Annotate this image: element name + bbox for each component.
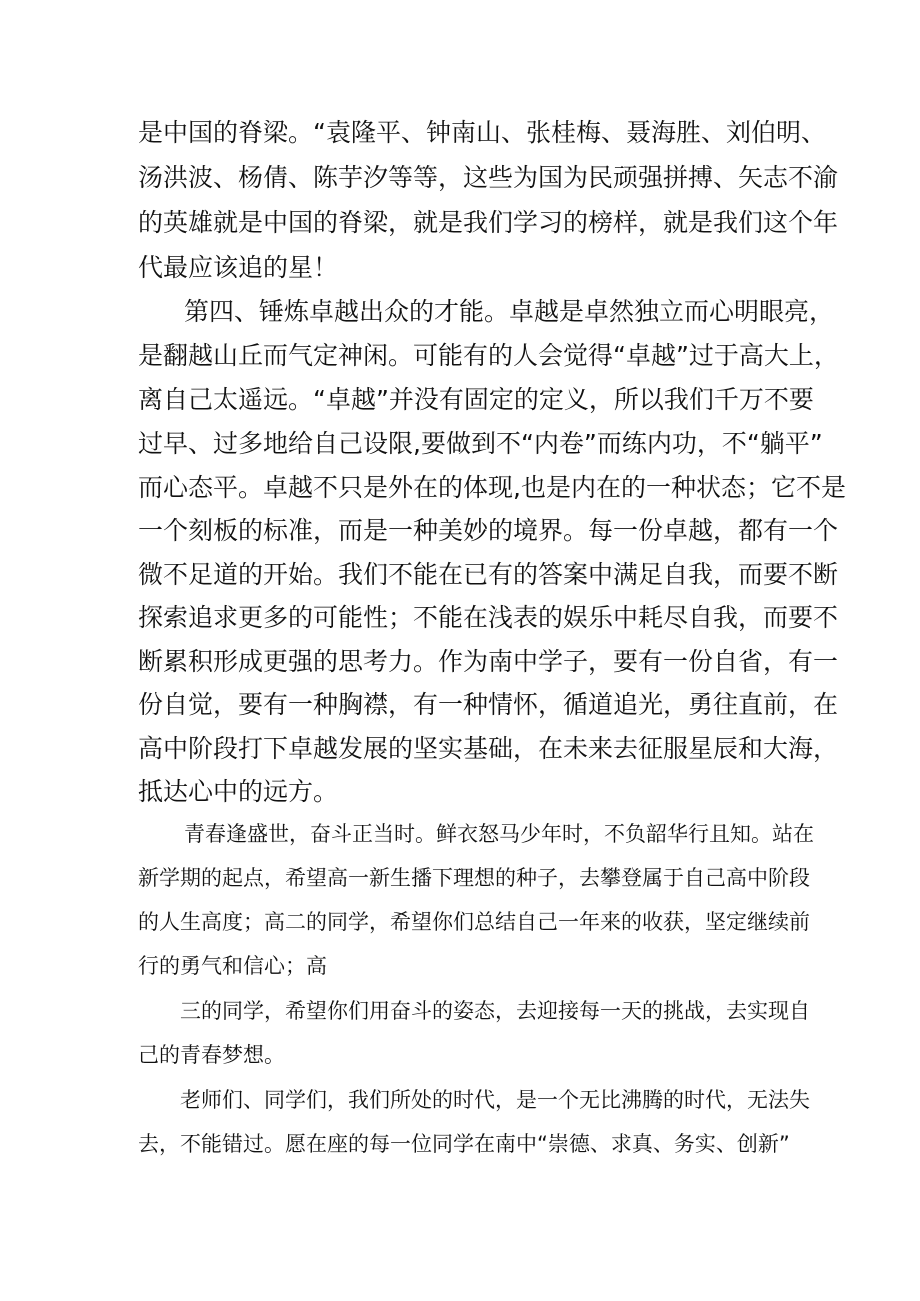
text-line: 是中国的脊梁。“袁隆平、钟南山、张桂梅、聂海胜、刘伯明、 [138, 118, 826, 147]
text-line: 过早、过多地给自己设限,要做到不“内卷”而练内功，不“躺平” [138, 429, 823, 458]
text-line: 己的青春梦想。 [138, 1043, 285, 1067]
text-line: 是翻越山丘而气定神闲。可能有的人会觉得“卓越”过于高大上， [138, 341, 839, 370]
text-line: 离自己太遥远。“卓越”并没有固定的定义，所以我们千万不要 [138, 385, 814, 414]
text-line: 老师们、同学们，我们所处的时代，是一个无比沸腾的时代，无法失 [180, 1088, 810, 1112]
text-line: 探索追求更多的可能性；不能在浅表的娱乐中耗尽自我，而要不 [138, 603, 839, 632]
text-line: 去，不能错过。愿在座的每一位同学在南中“崇德、求真、务实、创新” [138, 1132, 790, 1156]
text-line: 高中阶段打下卓越发展的坚实基础，在未来去征服星辰和大海， [138, 734, 839, 763]
text-line: 份自觉，要有一种胸襟，有一种情怀，循道追光，勇往直前，在 [138, 690, 839, 719]
text-line: 汤洪波、杨倩、陈芋汐等等，这些为国为民顽强拼搏、矢志不渝 [138, 163, 839, 192]
text-line: 行的勇气和信心；高 [138, 954, 327, 978]
text-line: 新学期的起点，希望高一新生播下理想的种子，去攀登属于自己高中阶段 [138, 866, 810, 890]
text-line: 的人生高度；高二的同学，希望你们总结自己一年来的收获，坚定继续前 [138, 910, 810, 934]
text-line: 微不足道的开始。我们不能在已有的答案中满足自我，而要不断 [138, 560, 839, 589]
text-line: 而心态平。卓越不只是外在的体现,也是内在的一种状态；它不是 [138, 473, 846, 502]
text-line: 第四、锤炼卓越出众的才能。卓越是卓然独立而心明眼亮， [184, 297, 835, 326]
text-line: 代最应该追的星！ [138, 253, 339, 282]
text-line: 青春逢盛世，奋斗正当时。鲜衣怒马少年时，不负韶华行且知。站在 [184, 822, 814, 846]
text-line: 断累积形成更强的思考力。作为南中学子，要有一份自省，有一 [138, 647, 839, 676]
text-line: 抵达心中的远方。 [138, 777, 339, 806]
text-line: 三的同学，希望你们用奋斗的姿态，去迎接每一天的挑战，去实现自 [180, 999, 810, 1023]
text-line: 一个刻板的标准，而是一种美妙的境界。每一份卓越，都有一个 [138, 516, 839, 545]
text-line: 的英雄就是中国的脊梁，就是我们学习的榜样，就是我们这个年 [138, 208, 839, 237]
